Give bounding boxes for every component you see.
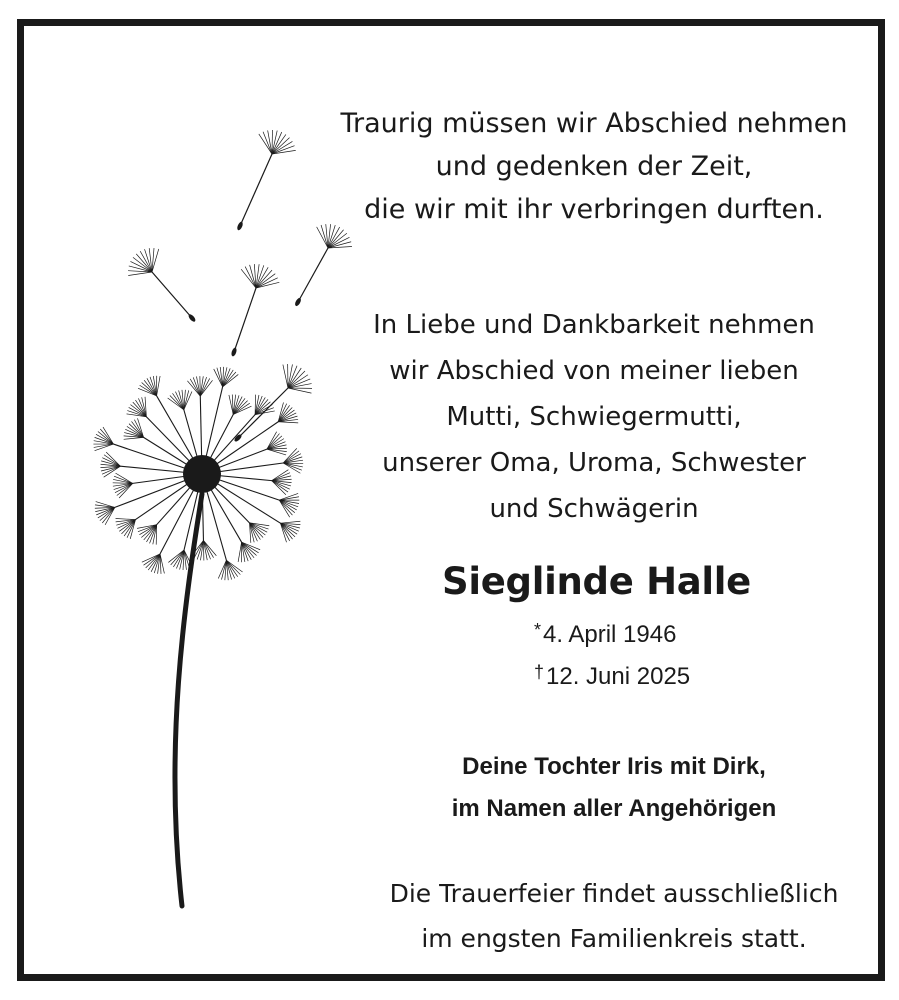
obituary-frame xyxy=(17,19,885,981)
dandelion-illustration xyxy=(24,26,364,974)
announcement-line: In Liebe und Dankbarkeit nehmen xyxy=(373,310,815,340)
funeral-note xyxy=(344,871,884,961)
birth-date xyxy=(534,620,676,649)
death-date xyxy=(534,662,690,691)
deceased-name: Sieglinde Halle xyxy=(442,560,751,603)
signature-block xyxy=(354,746,874,830)
signature-line: Deine Tochter Iris mit Dirk, xyxy=(462,753,766,780)
announcement-line: wir Abschied von meiner lieben xyxy=(389,356,799,386)
intro-line: Traurig müssen wir Abschied nehmen xyxy=(340,108,848,139)
intro-line: und gedenken der Zeit, xyxy=(435,151,753,182)
birth-symbol: * xyxy=(534,620,542,640)
birth-date-text: 4. April 1946 xyxy=(543,621,677,648)
funeral-note-line: im engsten Familienkreis statt. xyxy=(421,924,807,953)
announcement-line: und Schwägerin xyxy=(489,494,699,524)
signature-line: im Namen aller Angehörigen xyxy=(451,795,777,822)
announcement-paragraph xyxy=(314,302,874,532)
intro-line: die wir mit ihr verbringen durften. xyxy=(364,194,824,225)
announcement-line: unserer Oma, Uroma, Schwester xyxy=(382,448,806,478)
funeral-note-line: Die Trauerfeier findet ausschließlich xyxy=(389,879,839,908)
death-date-text: 12. Juni 2025 xyxy=(546,663,691,690)
announcement-line: Mutti, Schwiegermutti, xyxy=(446,402,742,432)
intro-paragraph xyxy=(314,102,874,231)
death-cross-icon: † xyxy=(534,662,545,682)
